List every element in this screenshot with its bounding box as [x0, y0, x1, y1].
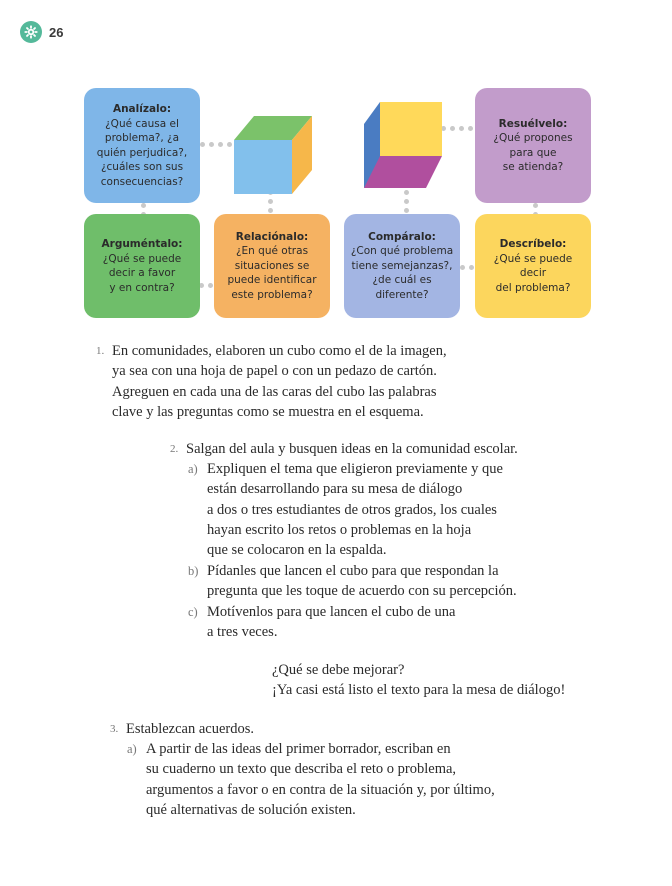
- cube-diagram: [0, 0, 672, 340]
- box-describelo: Descríbelo: ¿Qué se puede decir del problema?: [475, 214, 591, 318]
- box-argumentalo: Arguméntalo: ¿Qué se puede decir a favor y en contra?: [84, 214, 200, 318]
- item-2a-text: Expliquen el tema que eligieron previamente y que están desarrollando para su mesa de diálogo a dos o tres estudiantes de otros grados, los cuales hayan escrito los retos o problemas en la hoja que se colocaron en la espalda.: [207, 461, 503, 559]
- connector-dots: [404, 190, 409, 213]
- box-analizalo: Analízalo: ¿Qué causa el problema?, ¿a quién perjudica?, ¿cuáles son sus consecuencias?: [84, 88, 200, 203]
- connector-dots: [460, 265, 474, 270]
- box-resuelvelo: Resuélvelo: ¿Qué propones para que se atienda?: [475, 88, 591, 203]
- item-2c-letter: c): [188, 605, 198, 619]
- item-2b-text: Pídanles que lancen el cubo para que respondan la pregunta que les toque de acuerdo con su percepción.: [207, 563, 517, 600]
- item-3a-letter: a): [127, 742, 137, 756]
- connector-dots: [200, 142, 232, 147]
- box-relacionalo: Relaciónalo: ¿En qué otras situaciones se puede identificar este problema?: [214, 214, 330, 318]
- item-2c-text: Motívenlos para que lancen el cubo de una a tres veces.: [207, 604, 456, 641]
- callout-text: ¿Qué se debe mejorar? ¡Ya casi está listo el texto para la mesa de diálogo!: [272, 662, 566, 699]
- item-2a-letter: a): [188, 462, 198, 476]
- item-3a-text: A partir de las ideas del primer borrador, escriban en su cuaderno un texto que describa el reto o problema, argumentos a favor o en contra de la situación y, por último, qué alternativas de solución existen.: [146, 741, 495, 818]
- item-2b-letter: b): [188, 564, 199, 578]
- cube-left-illustration: [230, 112, 320, 194]
- item-3-number: 3.: [110, 723, 119, 735]
- box-comparalo: Compáralo: ¿Con qué problema tiene semejanzas?, ¿de cuál es diferente?: [344, 214, 460, 318]
- item-3-text: Establezcan acuerdos.: [126, 721, 255, 737]
- cube-right-illustration: [360, 98, 446, 190]
- item-1-text: En comunidades, elaboren un cubo como el de la imagen, ya sea con una hoja de papel o con un pedazo de cartón. Agreguen en cada una de las caras del cubo las palabras clave y las preguntas como se muestra en el esquema.: [112, 343, 447, 420]
- item-1-number: 1.: [96, 345, 105, 357]
- connector-dots: [199, 283, 213, 288]
- item-2-text: Salgan del aula y busquen ideas en la comunidad escolar.: [186, 441, 518, 457]
- page-number-text: 26: [49, 24, 64, 40]
- item-2-number: 2.: [170, 443, 179, 455]
